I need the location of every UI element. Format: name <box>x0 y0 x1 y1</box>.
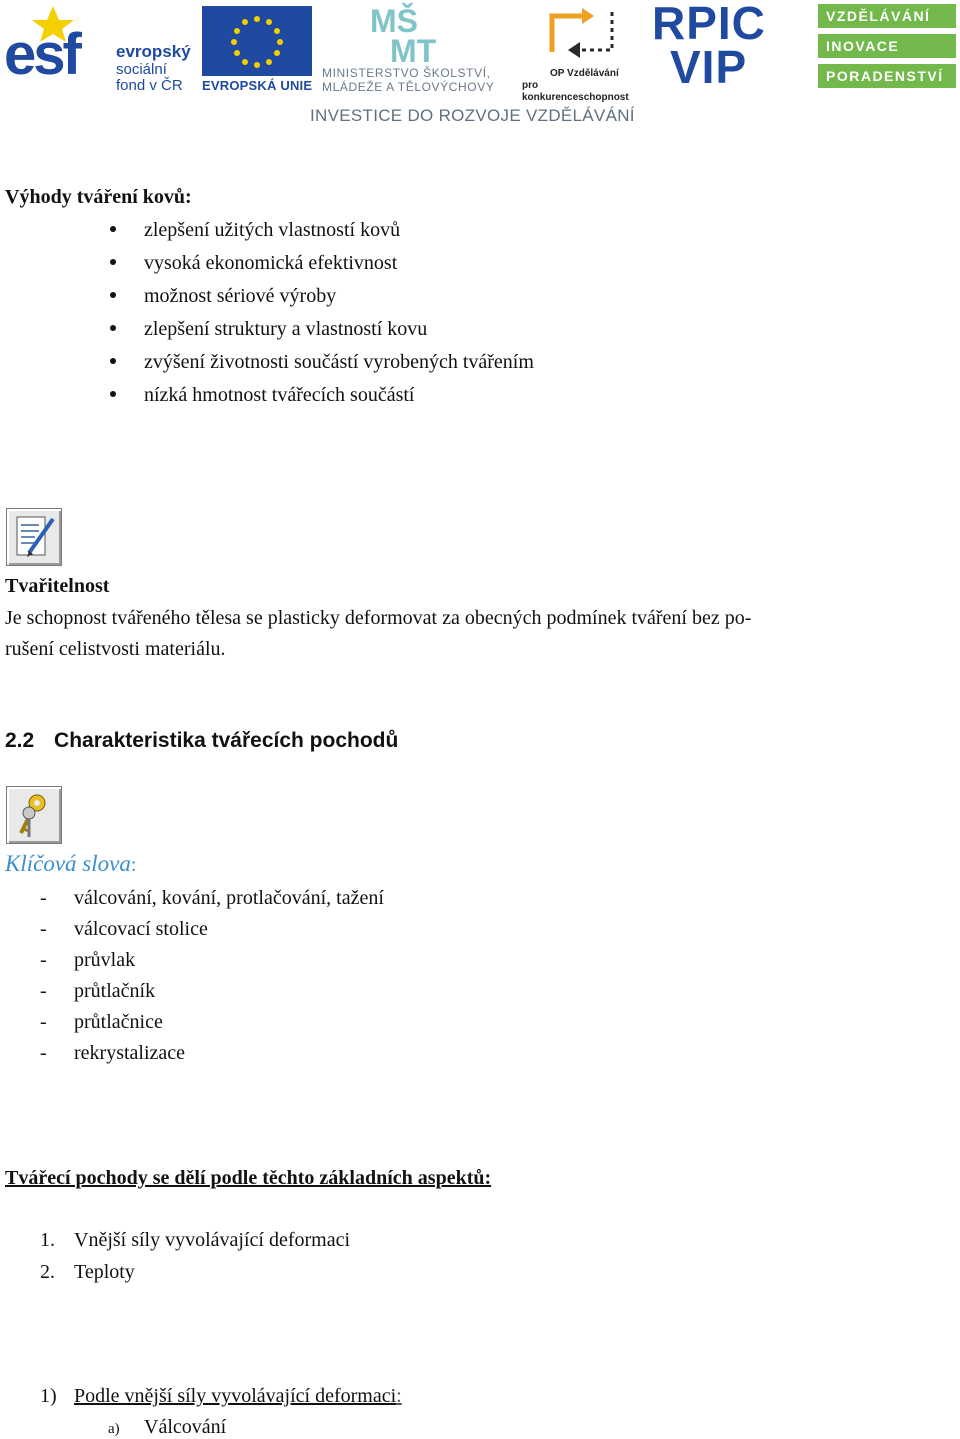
document-pen-icon <box>6 508 62 566</box>
bullet-icon <box>110 259 116 265</box>
list-item-text: možnost sériové výroby <box>144 285 337 307</box>
list-item-text: Teploty <box>74 1261 135 1283</box>
vip-text: VIP <box>670 41 748 93</box>
subitem-text: Válcování <box>144 1416 227 1438</box>
esf-logo <box>4 4 194 94</box>
definition-line1: Je schopnost tvářeného tělesa se plasticky deformovat za obecných podmínek tváření bez po- <box>5 607 752 629</box>
list-item-text: válcování, kování, protlačování, tažení <box>74 887 384 909</box>
svg-text:MT: MT <box>390 33 437 64</box>
list-item-text: průvlak <box>74 949 136 971</box>
list-item-text: nízká hmotnost tvářecích součástí <box>144 384 415 406</box>
list-item-text: rekrystalizace <box>74 1042 186 1064</box>
badge-inovace: INOVACE <box>818 34 956 58</box>
badge-vzdelavani: VZDĚLÁVÁNÍ <box>818 4 956 28</box>
esf-line1: evropský <box>116 42 191 61</box>
definition-term: Tvařitelnost <box>5 575 110 597</box>
advantages-title: Výhody tváření kovů: <box>5 186 192 208</box>
list-item-text: Vnější síly vyvolávající deformaci <box>74 1229 351 1251</box>
list-item-text: průtlačnice <box>74 1011 163 1033</box>
esf-mark: esf <box>4 22 79 87</box>
bullet-icon <box>110 358 116 364</box>
eu-caption: EVROPSKÁ UNIE <box>202 78 313 93</box>
op-line2: pro konkurenceschopnost <box>522 80 629 103</box>
dash-marker: - <box>40 918 47 940</box>
list-item-text: zlepšení struktury a vlastností kovu <box>144 318 428 340</box>
msmt-line2: MLÁDEŽE A TĚLOVÝCHOVY <box>322 80 495 94</box>
dash-marker: - <box>40 1011 47 1033</box>
bullet-icon <box>110 391 116 397</box>
msmt-logo <box>320 0 520 96</box>
rpic-vip-logo <box>652 0 812 96</box>
section-title: Charakteristika tvářecích pochodů <box>54 729 399 752</box>
keywords-colon: : <box>130 854 137 876</box>
banner-tagline: INVESTICE DO ROZVOJE VZDĚLÁVÁNÍ <box>310 106 635 125</box>
list-number: 1. <box>40 1229 55 1251</box>
eu-flag-icon <box>202 6 312 76</box>
list-number: 2. <box>40 1261 55 1283</box>
eu-logo <box>202 6 314 96</box>
subsection-number: 1) <box>40 1385 57 1407</box>
section-number: 2.2 <box>5 729 35 752</box>
list-item-text: průtlačník <box>74 980 156 1002</box>
eu-stars-icon <box>202 6 312 76</box>
msmt-line1: MINISTERSTVO ŠKOLSTVÍ, <box>322 66 491 80</box>
badge-poradenstvi: PORADENSTVÍ <box>818 64 956 88</box>
definition-line2: rušení celistvosti materiálu. <box>5 638 226 660</box>
bullet-icon <box>110 325 116 331</box>
list-item-text: vysoká ekonomická efektivnost <box>144 252 398 274</box>
dash-marker: - <box>40 980 47 1002</box>
op-arrows-icon <box>542 2 622 64</box>
esf-line3: fond v ČR <box>116 77 183 94</box>
section-heading <box>5 728 398 754</box>
list-item-text: zvýšení životnosti součástí vyrobených tvářením <box>144 351 534 373</box>
bullet-icon <box>110 292 116 298</box>
subsection-title-wrap <box>74 1384 402 1408</box>
svg-text:MŠ: MŠ <box>370 3 418 39</box>
esf-line2: sociální <box>116 61 167 78</box>
subsection-colon: : <box>396 1385 402 1407</box>
subitem-letter: a) <box>108 1421 120 1437</box>
keys-icon <box>6 786 62 844</box>
dash-marker: - <box>40 949 47 971</box>
msmt-mark-icon <box>368 2 468 64</box>
keywords-title <box>5 852 136 877</box>
aspects-title: Tvářecí pochody se dělí podle těchto základních aspektů: <box>5 1167 492 1189</box>
list-item-text: válcovací stolice <box>74 918 208 940</box>
rpic-text: RPIC <box>652 0 766 49</box>
bullet-icon <box>110 226 116 232</box>
dash-marker: - <box>40 887 47 909</box>
list-item-text: zlepšení užitých vlastností kovů <box>144 219 401 241</box>
keywords-title-text: Klíčová slova <box>5 851 131 876</box>
op-logo <box>520 0 645 103</box>
op-line1: OP Vzdělávání <box>550 68 619 79</box>
dash-marker: - <box>40 1042 47 1064</box>
subsection-title: Podle vnější síly vyvolávající deformaci <box>74 1385 397 1407</box>
